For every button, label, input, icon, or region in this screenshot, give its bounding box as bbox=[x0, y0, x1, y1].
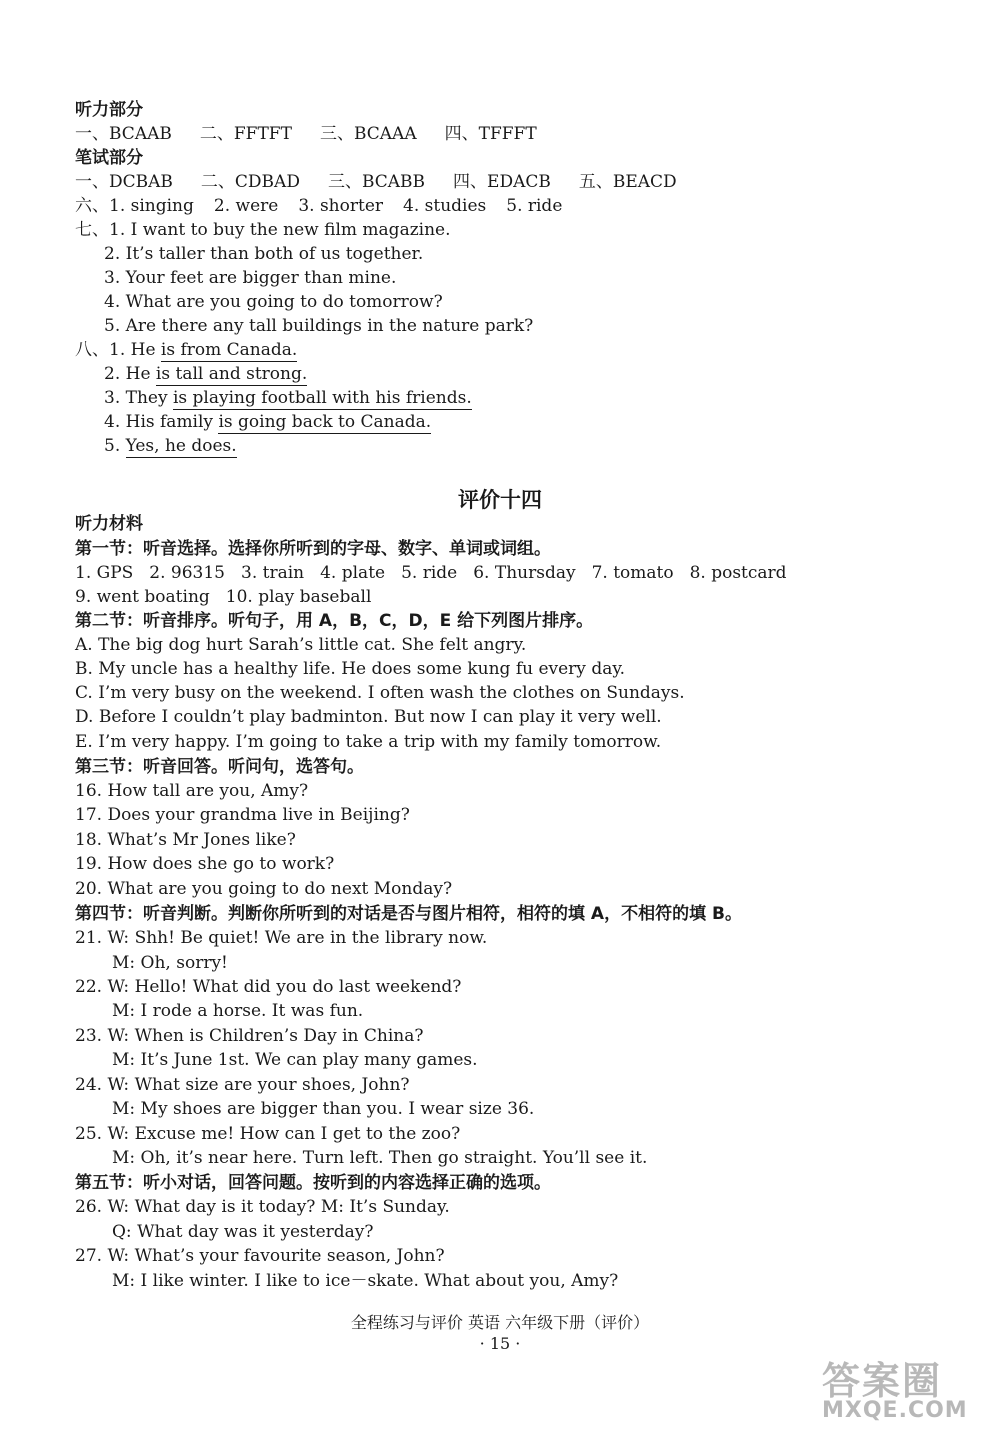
item-prefix: 2. He bbox=[104, 364, 156, 384]
written-part-answers bbox=[75, 170, 677, 194]
section7-item: 3. Your feet are bigger than mine. bbox=[104, 268, 397, 288]
section6-answers bbox=[75, 194, 562, 218]
underlined-answer: is going back to Canada. bbox=[218, 412, 432, 432]
section3-item: 18. What’s Mr Jones like? bbox=[75, 830, 296, 850]
dialogue-line: 22. W: Hello! What did you do last weekend? bbox=[75, 977, 462, 997]
section2-item: B. My uncle has a healthy life. He does some kung fu every day. bbox=[75, 659, 626, 679]
word-item: 6. Thursday bbox=[473, 563, 576, 583]
section5-heading: 第五节：听小对话，回答问题。按听到的内容选择正确的选项。 bbox=[75, 1173, 551, 1193]
word-item: 1. GPS bbox=[75, 563, 134, 583]
watermark-top-text: 答案圈 bbox=[822, 1359, 943, 1403]
word-item: 5. ride bbox=[401, 563, 458, 583]
watermark-logo bbox=[812, 1350, 992, 1425]
word-item: 4. plate bbox=[320, 563, 386, 583]
underlined-answer: is from Canada. bbox=[160, 340, 298, 360]
dialogue-line: 25. W: Excuse me! How can I get to the zoo? bbox=[75, 1124, 461, 1144]
section8-item bbox=[104, 434, 237, 458]
section1-heading: 第一节：听音选择。选择你所听到的字母、数字、单词或词组。 bbox=[75, 539, 551, 559]
dialogue-line: 24. W: What size are your shoes, John? bbox=[75, 1075, 410, 1095]
section3-heading: 第三节：听音回答。听问句，选答句。 bbox=[75, 757, 364, 777]
item-prefix: 3. They bbox=[104, 388, 173, 408]
section2-heading: 第二节：听音排序。听句子，用 A，B，C，D，E 给下列图片排序。 bbox=[75, 611, 594, 631]
section7-item: 七、1. I want to buy the new film magazine. bbox=[75, 220, 451, 240]
dialogue-line: 27. W: What’s your favourite season, John? bbox=[75, 1246, 445, 1266]
dialogue-line: 26. W: What day is it today? M: It’s Sunday. bbox=[75, 1197, 450, 1217]
dialogue-line: 23. W: When is Children’s Day in China? bbox=[75, 1026, 424, 1046]
answer-item: 六、1. singing bbox=[75, 196, 194, 216]
dialogue-line: M: Oh, sorry! bbox=[112, 953, 228, 973]
listening-part-heading: 听力部分 bbox=[75, 100, 143, 120]
dialogue-line: Q: What day was it yesterday? bbox=[112, 1222, 374, 1242]
section2-item: C. I’m very busy on the weekend. I often wash the clothes on Sundays. bbox=[75, 683, 685, 703]
answer-group: 三、BCABB bbox=[327, 172, 426, 192]
answer-group: 一、DCBAB bbox=[75, 172, 173, 192]
section8-item bbox=[104, 362, 307, 386]
section7-item: 2. It’s taller than both of us together. bbox=[104, 244, 424, 264]
section3-item: 17. Does your grandma live in Beijing? bbox=[75, 805, 410, 825]
word-item: 9. went boating bbox=[75, 587, 210, 607]
section7-item: 4. What are you going to do tomorrow? bbox=[104, 292, 443, 312]
answer-item: 3. shorter bbox=[298, 196, 384, 216]
dialogue-line: M: Oh, it’s near here. Turn left. Then go straight. You’ll see it. bbox=[112, 1148, 648, 1168]
item-prefix: 5. bbox=[104, 436, 126, 456]
answer-group: 二、CDBAD bbox=[200, 172, 300, 192]
answer-group: 三、BCAAA bbox=[319, 124, 417, 144]
section-title: 评价十四 bbox=[458, 488, 542, 512]
section1-row bbox=[75, 561, 787, 585]
section2-item: E. I’m very happy. I’m going to take a trip with my family tomorrow. bbox=[75, 732, 662, 752]
dialogue-line: M: I like winter. I like to ice－skate. What about you, Amy? bbox=[112, 1271, 619, 1291]
word-item: 7. tomato bbox=[591, 563, 674, 583]
written-part-heading: 笔试部分 bbox=[75, 148, 143, 168]
answer-group: 二、FFTFT bbox=[199, 124, 292, 144]
item-prefix: 4. His family bbox=[104, 412, 219, 432]
listening-part-answers bbox=[75, 122, 537, 146]
section1-row bbox=[75, 585, 371, 609]
answer-group: 五、BEACD bbox=[578, 172, 677, 192]
answer-group: 四、EDACB bbox=[453, 172, 551, 192]
answer-group: 四、TFFFT bbox=[444, 124, 537, 144]
section7-item: 5. Are there any tall buildings in the nature park? bbox=[104, 316, 534, 336]
material-heading: 听力材料 bbox=[75, 514, 143, 534]
word-item: 2. 96315 bbox=[149, 563, 225, 583]
word-item: 8. postcard bbox=[689, 563, 787, 583]
answer-item: 4. studies bbox=[403, 196, 487, 216]
section2-item: D. Before I couldn’t play badminton. But now I can play it very well. bbox=[75, 707, 662, 727]
section8-item bbox=[104, 386, 472, 410]
dialogue-line: 21. W: Shh! Be quiet! We are in the library now. bbox=[75, 928, 488, 948]
dialogue-line: M: It’s June 1st. We can play many games. bbox=[112, 1050, 478, 1070]
word-item: 10. play baseball bbox=[225, 587, 372, 607]
section8-item bbox=[75, 338, 297, 362]
underlined-answer: is tall and strong. bbox=[155, 364, 308, 384]
underlined-answer: is playing football with his friends. bbox=[172, 388, 472, 408]
section2-item: A. The big dog hurt Sarah’s little cat. She felt angry. bbox=[75, 635, 527, 655]
answer-item: 2. were bbox=[213, 196, 279, 216]
page-number: · 15 · bbox=[479, 1334, 521, 1353]
item-prefix: 八、1. He bbox=[75, 340, 161, 360]
watermark-bottom-text: MXQE.COM bbox=[822, 1398, 968, 1423]
section3-item: 20. What are you going to do next Monday? bbox=[75, 879, 453, 899]
underlined-answer: Yes, he does. bbox=[125, 436, 237, 456]
word-item: 3. train bbox=[241, 563, 305, 583]
answer-item: 5. ride bbox=[506, 196, 563, 216]
section4-heading: 第四节：听音判断。判断你所听到的对话是否与图片相符，相符的填 A，不相符的填 B。 bbox=[75, 904, 742, 924]
section3-item: 16. How tall are you, Amy? bbox=[75, 781, 309, 801]
section3-item: 19. How does she go to work? bbox=[75, 854, 335, 874]
answer-group: 一、BCAAB bbox=[75, 124, 172, 144]
dialogue-line: M: My shoes are bigger than you. I wear size 36. bbox=[112, 1099, 535, 1119]
footer-book-title: 全程练习与评价 英语 六年级下册（评价） bbox=[350, 1313, 650, 1332]
dialogue-line: M: I rode a horse. It was fun. bbox=[112, 1001, 364, 1021]
section8-item bbox=[104, 410, 431, 434]
